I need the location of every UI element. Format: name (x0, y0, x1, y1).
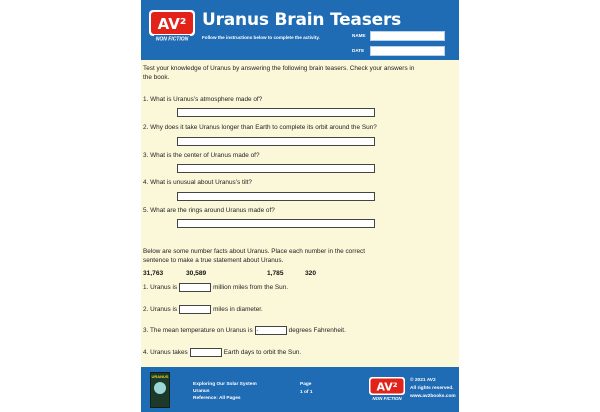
fact-blank-3[interactable]: - (255, 326, 287, 335)
reference-text: Reference: All Pages (193, 396, 241, 401)
fact-blank-4[interactable] (190, 348, 222, 357)
av2-logo (148, 8, 196, 44)
fact-text: 2. Uranus is (143, 306, 178, 314)
fact-text: 3. The mean temperature on Uranus is (143, 327, 253, 335)
logo-subtext: NON FICTION (155, 36, 189, 43)
answer-box-4[interactable] (177, 192, 375, 201)
fact-text: 4. Uranus takes (143, 349, 188, 357)
question-4: 4. What is unusual about Uranus’s tilt? (143, 179, 252, 186)
footer-logo-text: AV² (376, 380, 398, 394)
website-link[interactable]: www.av2books.com (410, 394, 456, 399)
answer-box-1[interactable] (177, 108, 375, 117)
fact-text: 1. Uranus is (143, 284, 178, 292)
date-label: DATE (352, 48, 365, 53)
question-3: 3. What is the center of Uranus made of? (143, 152, 260, 159)
answer-box-2[interactable] (177, 137, 375, 146)
date-field[interactable] (370, 46, 445, 56)
copyright: © 2021 AV2 (410, 378, 436, 383)
logo-text: AV² (157, 15, 187, 33)
fact-sentence-4 (143, 348, 301, 357)
question-5: 5. What are the rings around Uranus made of? (143, 207, 275, 214)
fact-text: Earth days to orbit the Sun. (223, 349, 302, 357)
name-label: NAME (352, 33, 366, 38)
series-title: Exploring Our Solar System (193, 382, 257, 387)
name-field[interactable] (370, 31, 445, 41)
question-1: 1. What is Uranus’s atmosphere made of? (143, 96, 263, 103)
page-title: Uranus Brain Teasers (202, 10, 402, 30)
question-2: 2. Why does it take Uranus longer than Earth to complete its orbit around the Sun? (143, 124, 377, 131)
page-subtitle: Follow the instructions below to complete the activity. (202, 35, 320, 40)
number-option: 320 (305, 270, 317, 277)
number-option: 30,589 (186, 270, 207, 277)
answer-box-5[interactable] (177, 219, 375, 228)
footer-logo-subtext: NON FICTION (372, 396, 402, 401)
fact-blank-1[interactable] (179, 283, 211, 292)
fact-sentence-3 (143, 326, 346, 335)
fact-text: degrees Fahrenheit. (288, 327, 346, 335)
number-option: 1,785 (267, 270, 284, 277)
fact-text: miles in diameter. (213, 306, 263, 314)
book-cover-title: URANUS (151, 374, 169, 379)
book-title: Uranus (193, 389, 210, 394)
facts-intro: Below are some number facts about Uranus. Place each number in the correct sentence to make a true statement about Uranus. (143, 248, 366, 264)
intro-text: Test your knowledge of Uranus by answering the following brain teasers. Check your answers in the book. (143, 65, 415, 81)
fact-blank-2[interactable] (179, 305, 211, 314)
fact-sentence-2 (143, 305, 263, 314)
page-number: 1 of 1 (300, 390, 313, 395)
fact-text: million miles from the Sun. (213, 284, 289, 292)
page-label: Page (300, 382, 312, 387)
rights-text: All rights reserved. (410, 386, 454, 391)
fact-sentence-1 (143, 283, 288, 292)
av2-footer-logo (368, 376, 406, 402)
answer-box-3[interactable] (177, 164, 375, 173)
uranus-planet-icon (154, 382, 166, 394)
number-option: 31,763 (143, 270, 164, 277)
